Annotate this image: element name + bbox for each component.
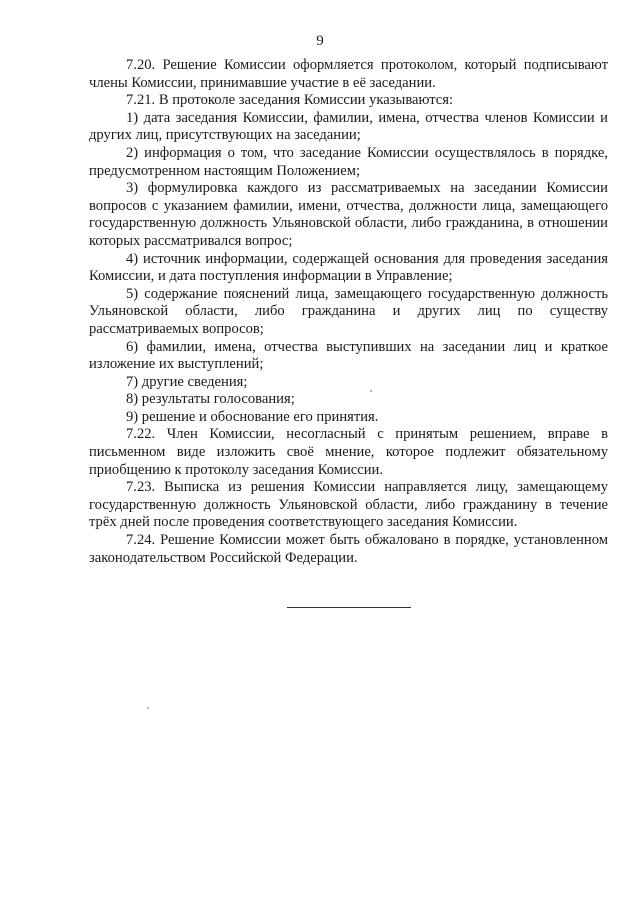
paragraph-7-22: 7.22. Член Комиссии, несогласный с принятым решением, вправе в письменном виде изложить своё мнение, которое подлежит обязательному приобщению к протоколу заседания Комиссии.	[89, 426, 608, 478]
page-number: 9	[316, 33, 324, 49]
paragraph-7-20: 7.20. Решение Комиссии оформляется протоколом, который подписывают члены Комиссии, принимавшие участие в её заседании.	[89, 57, 608, 91]
list-item-3: 3) формулировка каждого из рассматриваемых на заседании Комиссии вопросов с указанием фамилии, имени, отчества, должности лица, замещающего государственную должность Ульяновской области, либо гражданина, в отношении которых рассматривался вопрос;	[89, 180, 608, 249]
paragraph-7-23: 7.23. Выписка из решения Комиссии направляется лицу, замещающему государственную должность Ульяновской области, либо гражданину в течение трёх дней после проведения соответствующего заседания Комиссии.	[89, 479, 608, 531]
scan-speck	[147, 707, 149, 709]
end-separator-line	[287, 607, 411, 608]
list-item-9: 9) решение и обоснование его принятия.	[126, 408, 379, 425]
list-item-4: 4) источник информации, содержащей основания для проведения заседания Комиссии, и дата поступления информации в Управление;	[89, 250, 608, 285]
list-item-1: 1) дата заседания Комиссии, фамилии, имена, отчества членов Комиссии и других лиц, присутствующих на заседании;	[89, 109, 608, 144]
document-body	[89, 57, 608, 567]
list-item-7: 7) другие сведения;	[126, 373, 248, 390]
scan-speck	[370, 390, 372, 392]
list-item-6: 6) фамилии, имена, отчества выступивших на заседании лиц и краткое изложение их выступлений;	[89, 338, 608, 373]
list-item-5: 5) содержание пояснений лица, замещающего государственную должность Ульяновской области, либо гражданина и других лиц по существу рассматриваемых вопросов;	[89, 285, 608, 337]
paragraph-7-21: 7.21. В протоколе заседания Комиссии указываются:	[126, 92, 454, 109]
list-item-2: 2) информация о том, что заседание Комиссии осуществлялось в порядке, предусмотренном настоящим Положением;	[89, 144, 608, 179]
list-item-8: 8) результаты голосования;	[126, 391, 295, 408]
paragraph-7-24: 7.24. Решение Комиссии может быть обжаловано в порядке, установленном законодательством Российской Федерации.	[89, 532, 608, 566]
